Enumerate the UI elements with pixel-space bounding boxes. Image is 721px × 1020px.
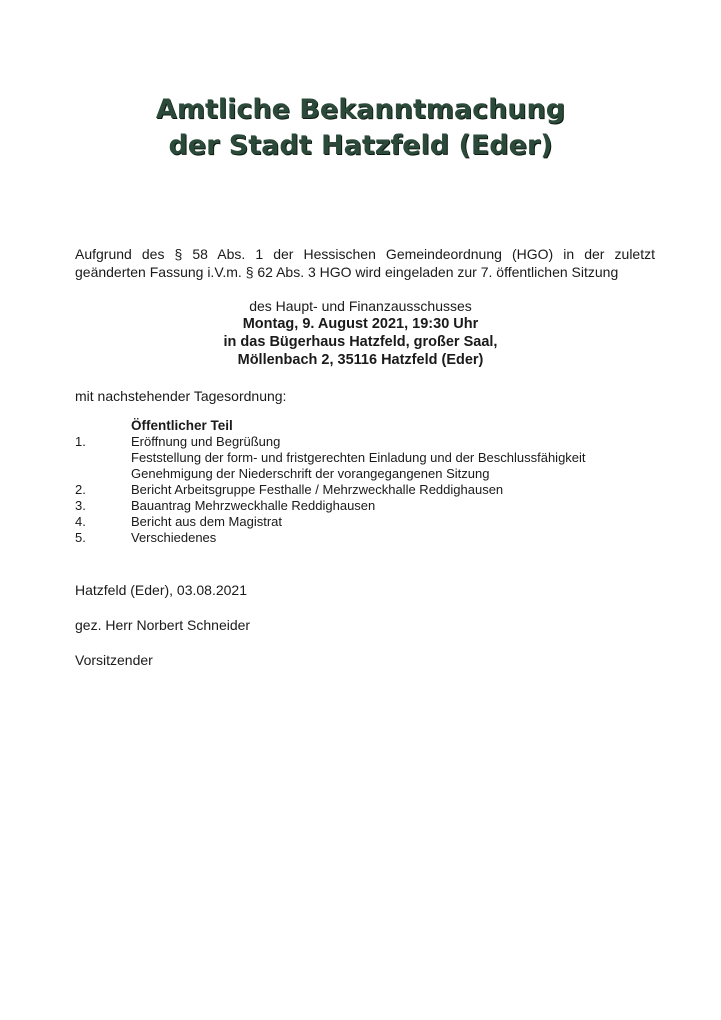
place-date: Hatzfeld (Eder), 03.08.2021: [75, 582, 247, 598]
meeting-venue: in das Bügerhaus Hatzfeld, großer Saal,: [223, 334, 498, 350]
agenda-item: [75, 482, 675, 498]
agenda-heading-row: [75, 418, 675, 434]
agenda-item-number: 2.: [75, 482, 86, 497]
agenda-item: [75, 434, 675, 450]
agenda-item-number: 3.: [75, 498, 86, 513]
page-title: [0, 92, 721, 164]
agenda-intro: mit nachstehender Tagesordnung:: [75, 388, 287, 404]
agenda-item: [75, 466, 675, 482]
agenda-item-text: Verschiedenes: [131, 530, 217, 545]
agenda-item-number: 4.: [75, 514, 86, 529]
agenda-item-text: Bericht aus dem Magistrat: [131, 514, 283, 529]
signer-role: Vorsitzender: [75, 652, 153, 668]
title-line-2: der Stadt Hatzfeld (Eder): [168, 130, 553, 161]
agenda-item-number: [75, 466, 131, 482]
agenda-item-text: Eröffnung und Begrüßung: [131, 434, 281, 449]
agenda-item-number: 5.: [75, 530, 86, 545]
agenda-item-number: 1.: [75, 434, 86, 449]
meeting-date: Montag, 9. August 2021, 19:30 Uhr: [242, 316, 479, 332]
intro-line-2: geänderten Fassung i.V.m. § 62 Abs. 3 HGO wird eingeladen zur 7. öffentlichen Sitzung: [75, 264, 619, 280]
agenda-list: [75, 418, 675, 546]
agenda-item-text: Bauantrag Mehrzweckhalle Reddighausen: [131, 498, 376, 513]
meeting-details: [0, 297, 721, 369]
agenda-item: [75, 450, 675, 466]
intro-paragraph: [75, 245, 655, 281]
meeting-address: Möllenbach 2, 35116 Hatzfeld (Eder): [237, 352, 484, 368]
intro-line-1: Aufgrund des § 58 Abs. 1 der Hessischen Gemeindeordnung (HGO) in der zuletzt: [75, 246, 655, 262]
agenda-item-text: Bericht Arbeitsgruppe Festhalle / Mehrzweckhalle Reddighausen: [131, 482, 504, 497]
committee-name: des Haupt- und Finanzausschusses: [249, 298, 472, 314]
agenda-item-text: Feststellung der form- und fristgerechten Einladung und der Beschlussfähigkeit: [131, 450, 586, 465]
agenda-item: [75, 514, 675, 530]
agenda-item-number: [75, 450, 131, 466]
agenda-item: [75, 498, 675, 514]
agenda-item: [75, 530, 675, 546]
title-line-1: Amtliche Bekanntmachung: [155, 94, 566, 125]
agenda-item-text: Genehmigung der Niederschrift der vorangegangenen Sitzung: [131, 466, 490, 481]
signature: gez. Herr Norbert Schneider: [75, 617, 251, 633]
agenda-heading: Öffentlicher Teil: [131, 418, 233, 433]
